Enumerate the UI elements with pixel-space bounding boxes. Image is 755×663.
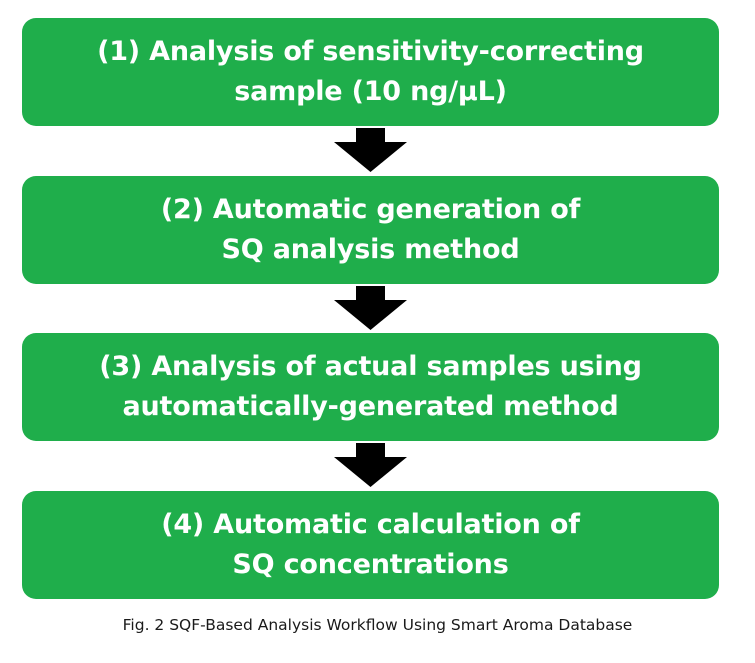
- step-2-line-2: SQ analysis method: [221, 234, 520, 265]
- step-2-line-1: (2) Automatic generation of: [160, 194, 581, 225]
- step-4-line-2: SQ concentrations: [232, 549, 509, 580]
- down-arrow-icon: [334, 443, 407, 487]
- workflow-step-2: [22, 176, 719, 284]
- step-4-line-1: (4) Automatic calculation of: [161, 509, 580, 540]
- step-3-line-1: (3) Analysis of actual samples using: [99, 351, 642, 382]
- step-1-line-2: sample (10 ng/µL): [234, 76, 507, 107]
- workflow-step-3: [22, 333, 719, 441]
- down-arrow-icon: [334, 286, 407, 330]
- step-3-line-2: automatically-generated method: [122, 391, 619, 422]
- workflow-step-1: [22, 18, 719, 126]
- figure-caption: Fig. 2 SQF-Based Analysis Workflow Using Smart Aroma Database: [122, 616, 633, 634]
- workflow-step-4: [22, 491, 719, 599]
- down-arrow-icon: [334, 128, 407, 172]
- step-1-line-1: (1) Analysis of sensitivity-correcting: [97, 36, 644, 67]
